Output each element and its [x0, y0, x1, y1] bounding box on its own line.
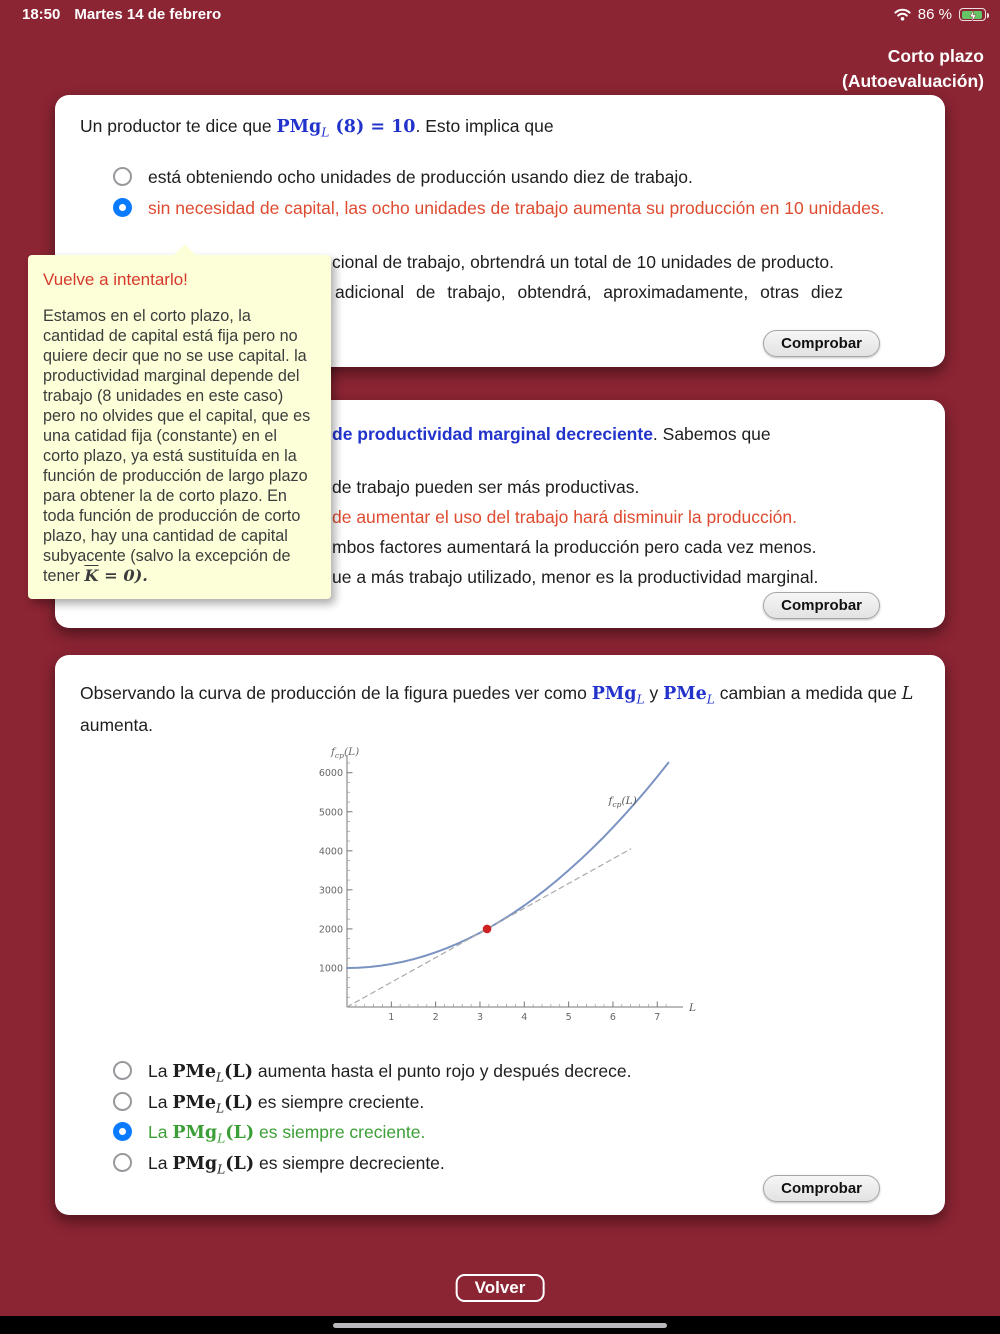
q2-option-1-fragment: de trabajo pueden ser más productivas. [332, 477, 640, 497]
svg-text:5: 5 [565, 1012, 572, 1023]
chart-svg [318, 743, 696, 1028]
battery-charging-icon [959, 8, 986, 21]
svg-text:5000: 5000 [318, 807, 343, 819]
svg-text:6: 6 [609, 1012, 616, 1023]
svg-text:7: 7 [654, 1012, 661, 1023]
math-pmg: PMg$_L$ [591, 684, 645, 707]
question-1-text [80, 116, 923, 140]
svg-text:1000: 1000 [318, 963, 343, 975]
option-label: La PMe$_L$(L) es siempre creciente. [148, 1092, 425, 1116]
q2-option-4-fragment: ue a más trabajo utilizado, menor es la productividad marginal. [332, 567, 819, 587]
radio-button-selected[interactable] [113, 1122, 132, 1141]
svg-text:2000: 2000 [318, 924, 343, 936]
radio-button-selected[interactable] [113, 198, 132, 217]
svg-text:2: 2 [432, 1012, 439, 1023]
production-function-chart [318, 743, 696, 1028]
page-title [842, 44, 984, 94]
tooltip-title: Vuelve a intentarlo! [43, 270, 188, 289]
radio-button[interactable] [113, 1092, 132, 1111]
svg-text:3000: 3000 [318, 885, 343, 897]
page-title-line2: (Autoevaluación) [842, 71, 984, 91]
svg-text:fcp(L): $f_{cp}(L)$ [331, 746, 360, 760]
math-L: L [901, 684, 914, 704]
check-button-q1[interactable]: Comprobar [763, 330, 880, 357]
clock: 18:50 [22, 6, 61, 23]
status-bar [0, 0, 1000, 30]
check-button-q3[interactable]: Comprobar [763, 1175, 880, 1202]
bottom-strip [0, 1316, 1000, 1334]
question-3-text: Observando la curva de producción de la figura puedes ver como PMg$_L$ y PMe$_L$ cambian a medida que L aumenta. [80, 683, 914, 735]
option-label: La PMe$_L$(L) aumenta hasta el punto rojo y después decrece. [148, 1061, 632, 1085]
radio-button[interactable] [113, 1061, 132, 1080]
q3-answer-option-1[interactable] [113, 1060, 631, 1090]
option-label: La PMg$_L$(L) es siempre creciente. [148, 1122, 426, 1146]
q1-answer-option-3-fragment: cional de trabajo, obrtendrá un total de 10 unidades de producto. [332, 252, 835, 272]
option-label: sin necesidad de capital, las ocho unidades de trabajo aumenta su producción en 10 unidades. [148, 198, 885, 218]
math-pme: PMe$_L$ [663, 684, 715, 707]
svg-text:4000: 4000 [318, 846, 343, 858]
tooltip-body: Estamos en el corto plazo, la cantidad de capital está fija pero no quiere decir que no se use capital. la productividad marginal depende del trabajo (8 unidades en este caso) pero no olvides que el capital, que es una catidad fija (constante) en el corto plazo, ya está sustituída en la función de producción de largo plazo para obtener la de corto plazo. En toda función de producción de corto plazo, hay una cantidad de capital subyacente (salvo la excepción de tener $\overline{K} = 0$). [43, 307, 311, 585]
check-button-q2[interactable]: Comprobar [763, 592, 880, 619]
q1-answer-option-2[interactable] [113, 197, 885, 220]
bold-blue-phrase: de productividad marginal decreciente [332, 424, 653, 444]
radio-button[interactable] [113, 1153, 132, 1172]
svg-text:6000: 6000 [318, 768, 343, 780]
wifi-icon [894, 8, 911, 21]
option-label: La PMg$_L$(L) es siempre decreciente. [148, 1153, 445, 1177]
svg-text:1: 1 [388, 1012, 395, 1023]
svg-text:fcp(L): $f_{cp}(L)$ [608, 794, 637, 809]
volver-button[interactable]: Volver [456, 1274, 545, 1302]
svg-text:3: 3 [476, 1012, 483, 1023]
question-2-text-fragment: de productividad marginal decreciente. Sabemos que [332, 424, 771, 444]
question-text-pre: Un productor te dice que [80, 116, 277, 136]
q3-answer-option-4[interactable] [113, 1152, 445, 1182]
q2-option-2-fragment: de aumentar el uso del trabajo hará disminuir la producción. [332, 507, 797, 527]
math-k-bar: $\overline{K}$ [84, 566, 99, 585]
battery-cap [987, 13, 990, 18]
q1-answer-option-4-fragment: adicional de trabajo, obtendrá, aproximadamente, otras diez [335, 282, 843, 302]
page-title-line1: Corto plazo [887, 46, 984, 66]
question-text-post: . Esto implica que [415, 116, 554, 136]
q3-answer-option-3[interactable] [113, 1121, 425, 1151]
charging-bolt-icon [969, 10, 977, 22]
svg-text:L: L [689, 1002, 696, 1014]
home-indicator[interactable] [333, 1323, 667, 1329]
feedback-tooltip [28, 255, 331, 599]
math-pmg-expression: PMg$_L$ (8) = 10 [276, 117, 416, 140]
radio-button[interactable] [113, 167, 132, 186]
question-card-chart [55, 655, 945, 1215]
q3-answer-option-2[interactable] [113, 1091, 424, 1121]
q2-option-3-fragment: mbos factores aumentará la producción pero cada vez menos. [332, 537, 817, 557]
svg-text:4: 4 [521, 1012, 528, 1023]
q1-answer-option-1[interactable] [113, 166, 693, 189]
option-label: está obteniendo ocho unidades de producción usando diez de trabajo. [148, 167, 693, 187]
battery-percent: 86 % [917, 6, 952, 23]
status-date: Martes 14 de febrero [74, 6, 222, 23]
